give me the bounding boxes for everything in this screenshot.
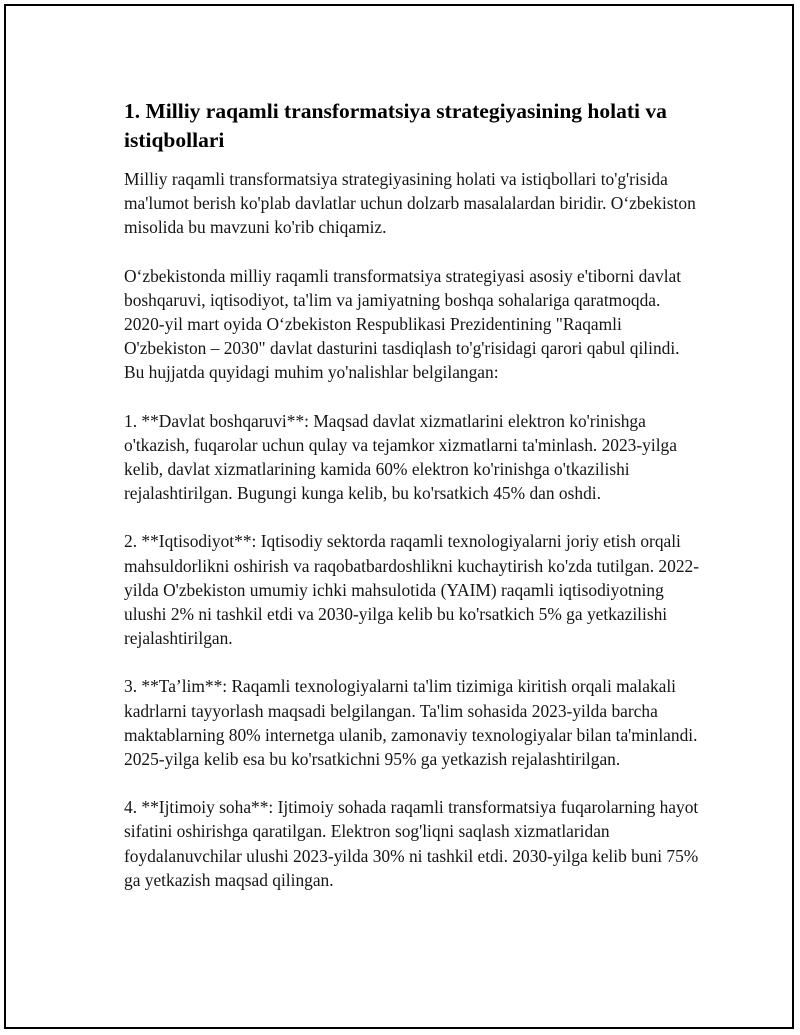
education-section-paragraph: 3. **Ta’lim**: Raqamli texnologiyalarni ta'lim tizimiga kiritish orqali malakali kadrlarni tayyorlash maqsadi belgilangan. Ta'lim sohasida 2023-yilda barcha maktablarning 80% internetga ulanib, zamonaviy texnologiyalar bilan ta'minlandi. 2025-yilga kelib esa bu ko'rsatkichni 95% ga yetkazish rejalashtirilgan. — [124, 676, 698, 770]
government-section-paragraph: 1. **Davlat boshqaruvi**: Maqsad davlat xizmatlarini elektron ko'rinishga o'tkazish, fuqarolar uchun qulay va tejamkor xizmatlarni ta'minlash. 2023-yilga kelib, davlat xizmatlarining kamida 60% elektron ko'rinishga o'tkazilishi rejalashtirilgan. Bugungi kunga kelib, bu ko'rsatkich 45% dan oshdi. — [124, 410, 677, 504]
document-body — [124, 97, 704, 916]
intro-paragraph: Milliy raqamli transformatsiya strategiyasining holati va istiqbollari to'g'risida ma'lumot berish ko'plab davlatlar uchun dolzarb masalalardan biridir. O‘zbekiston misolida bu mavzuni ko'rib chiqamiz. — [124, 169, 696, 238]
document-title: 1. Milliy raqamli transformatsiya strategiyasining holati va istiqbollari — [124, 99, 667, 152]
page-frame — [4, 4, 794, 1029]
strategy-overview-paragraph: O‘zbekistonda milliy raqamli transformatsiya strategiyasi asosiy e'tiborni davlat boshqaruvi, iqtisodiyot, ta'lim va jamiyatning boshqa sohalariga qaratmoqda. 2020-yil mart oyida O‘zbekiston Respublikasi Prezidentining "Raqamli O'zbekiston – 2030" davlat dasturini tasdiqlash to'g'risidagi qarori qabul qilindi. Bu hujjatda quyidagi muhim yo'nalishlar belgilangan: — [124, 265, 682, 383]
economy-section-paragraph: 2. **Iqtisodiyot**: Iqtisodiy sektorda raqamli texnologiyalarni joriy etish orqali mahsuldorlikni oshirish va raqobatbardoshlikni kuchaytirish ko'zda tutilgan. 2022-yilda O'zbekiston umumiy ichki mahsulotida (YAIM) raqamli iqtisodiyotning ulushi 2% ni tashkil etdi va 2030-yilga kelib bu ko'rsatkich 5% ga yetkazilishi rejalashtirilgan. — [124, 531, 699, 649]
social-section-paragraph: 4. **Ijtimoiy soha**: Ijtimoiy sohada raqamli transformatsiya fuqarolarning hayot sifatini oshirishga qaratilgan. Elektron sog'liqni saqlash xizmatlaridan foydalanuvchilar ulushi 2023-yilda 30% ni tashkil etdi. 2030-yilga kelib buni 75% ga yetkazish maqsad qilingan. — [124, 797, 699, 890]
